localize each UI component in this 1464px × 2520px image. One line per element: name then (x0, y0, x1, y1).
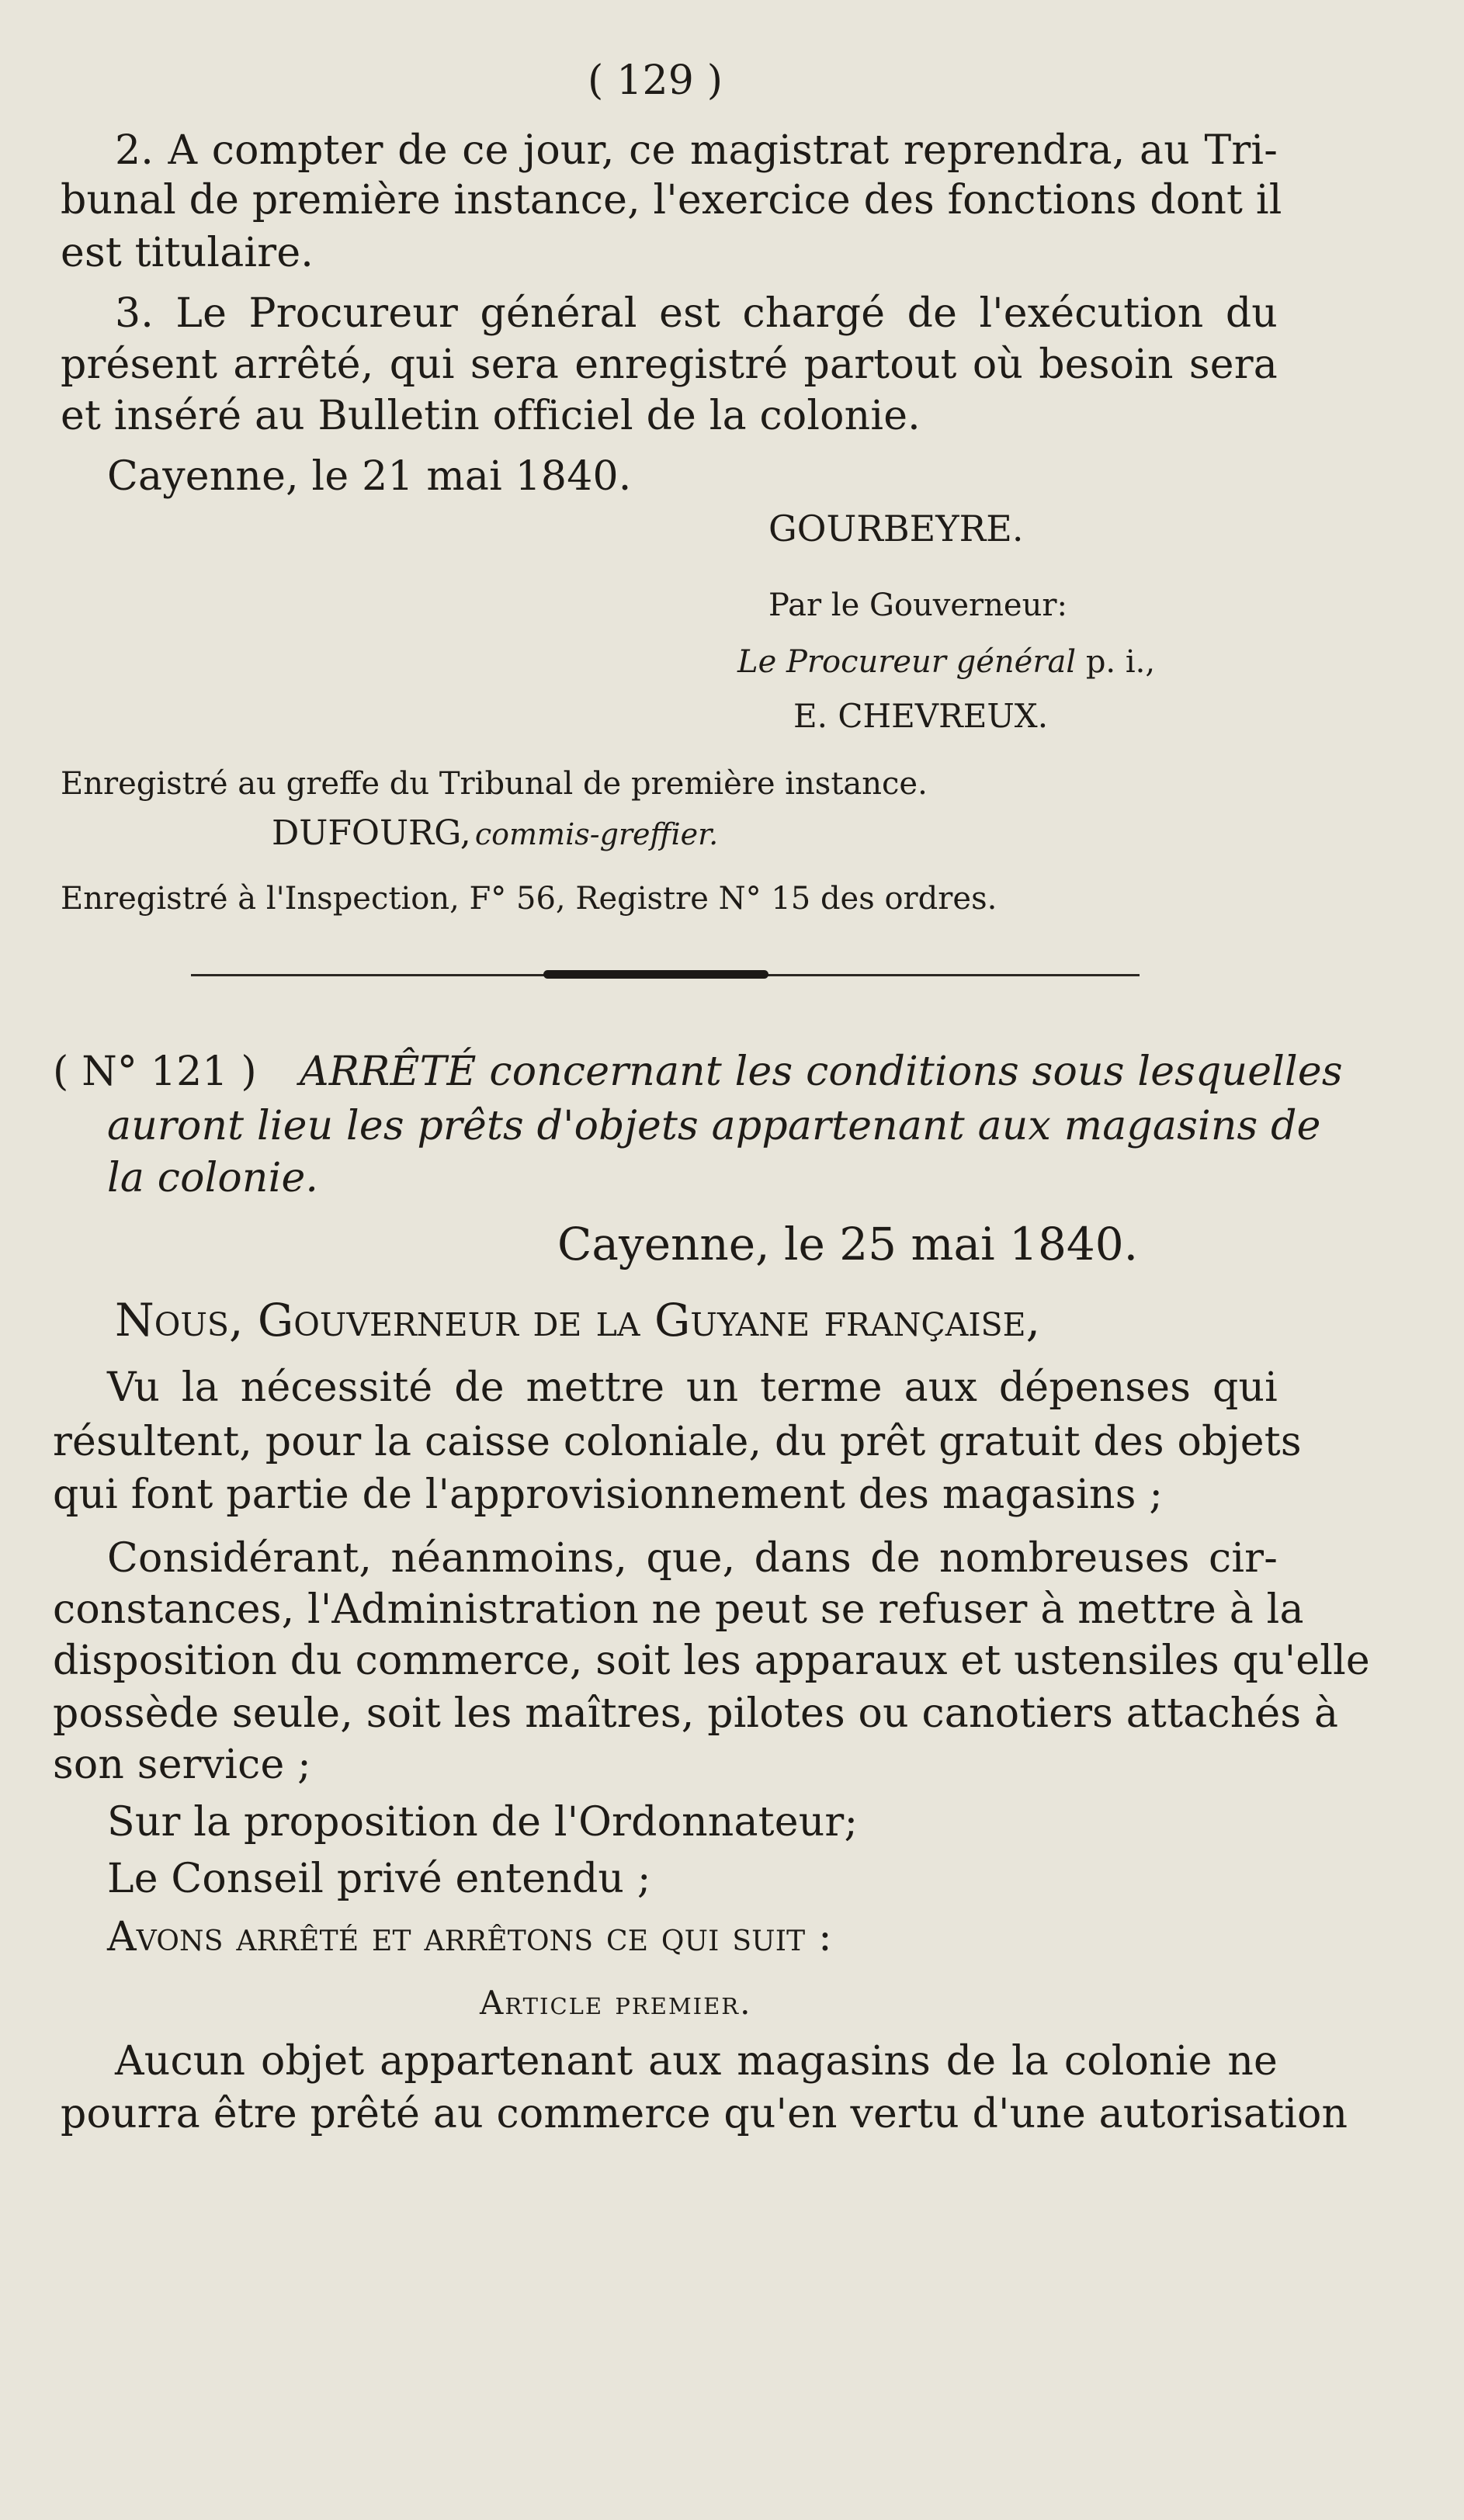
article3-line-3: et inséré au Bulletin officiel de la colonie. (61, 393, 921, 439)
arrete-title-line-2: auront lieu les prêts d'objets appartenant aux magasins de (107, 1103, 1321, 1149)
procureur-suffix: p. i., (1085, 644, 1156, 680)
arrete-number: ( N° 121 ) (53, 1049, 257, 1095)
sur-la-proposition: Sur la proposition de l'Ordonnateur; (107, 1799, 859, 1846)
avons-arrete: Avons arrêté et arrêtons ce qui suit : (107, 1914, 832, 1960)
greffier-name: DUFOURG, (272, 813, 471, 853)
article1-line-1: Aucun objet appartenant aux magasins de la colonie ne (115, 2038, 1278, 2085)
article3-line-2: présent arrêté, qui sera enregistré partout où besoin sera (61, 341, 1278, 388)
article2-line-3: est titulaire. (61, 230, 314, 276)
date-line: Cayenne, le 21 mai 1840. (107, 453, 632, 500)
arrete-title-line-3: la colonie. (107, 1155, 319, 1201)
inspection-line: Enregistré à l'Inspection, F° 56, Registre N° 15 des ordres. (61, 881, 997, 917)
considerant-line-5: son service ; (53, 1742, 311, 1788)
arrete-title-line-1: ARRÊTÉ concernant les conditions sous lesquelles (300, 1049, 1343, 1095)
nous-gouverneur: Nous, Gouverneur de la Guyane française, (115, 1294, 1041, 1347)
conseil-prive: Le Conseil privé entendu ; (107, 1856, 651, 1902)
procureur-line (737, 646, 1155, 678)
arrete-date: Cayenne, le 25 mai 1840. (557, 1218, 1139, 1270)
article3-line-1: 3. Le Procureur général est chargé de l'exécution du (115, 290, 1278, 337)
vu-line-3: qui font partie de l'approvisionnement des magasins ; (53, 1471, 1164, 1518)
article-premier-heading: Article premier. (480, 1984, 752, 2022)
procureur-name: E. CHEVREUX. (793, 697, 1049, 735)
greffier-title: commis-greffier. (474, 817, 719, 851)
procureur-title: Le Procureur général (737, 644, 1077, 680)
separator-rule-center (543, 970, 768, 979)
considerant-line-4: possède seule, soit les maîtres, pilotes ou canotiers attachés à (53, 1690, 1339, 1737)
considerant-line-2: constances, l'Administration ne peut se refuser à mettre à la (53, 1586, 1304, 1633)
article2-line-1: 2. A compter de ce jour, ce magistrat reprendra, au Tri- (115, 127, 1278, 174)
considerant-line-3: disposition du commerce, soit les apparaux et ustensiles qu'elle (53, 1638, 1370, 1684)
vu-line-2: résultent, pour la caisse coloniale, du prêt gratuit des objets (53, 1419, 1302, 1465)
greffe-line: Enregistré au greffe du Tribunal de première instance. (61, 766, 928, 802)
considerant-line-1: Considérant, néanmoins, que, dans de nombreuses cir- (107, 1535, 1278, 1582)
page-number: ( 129 ) (588, 57, 723, 104)
signature-gourbeyre: GOURBEYRE. (768, 508, 1024, 549)
article2-line-2: bunal de première instance, l'exercice des fonctions dont il (61, 177, 1282, 224)
par-le-gouverneur: Par le Gouverneur: (768, 588, 1067, 623)
article1-line-2: pourra être prêté au commerce qu'en vertu d'une autorisation (61, 2091, 1348, 2137)
greffier-line (272, 813, 719, 853)
vu-line-1: Vu la nécessité de mettre un terme aux dépenses qui (107, 1364, 1278, 1411)
